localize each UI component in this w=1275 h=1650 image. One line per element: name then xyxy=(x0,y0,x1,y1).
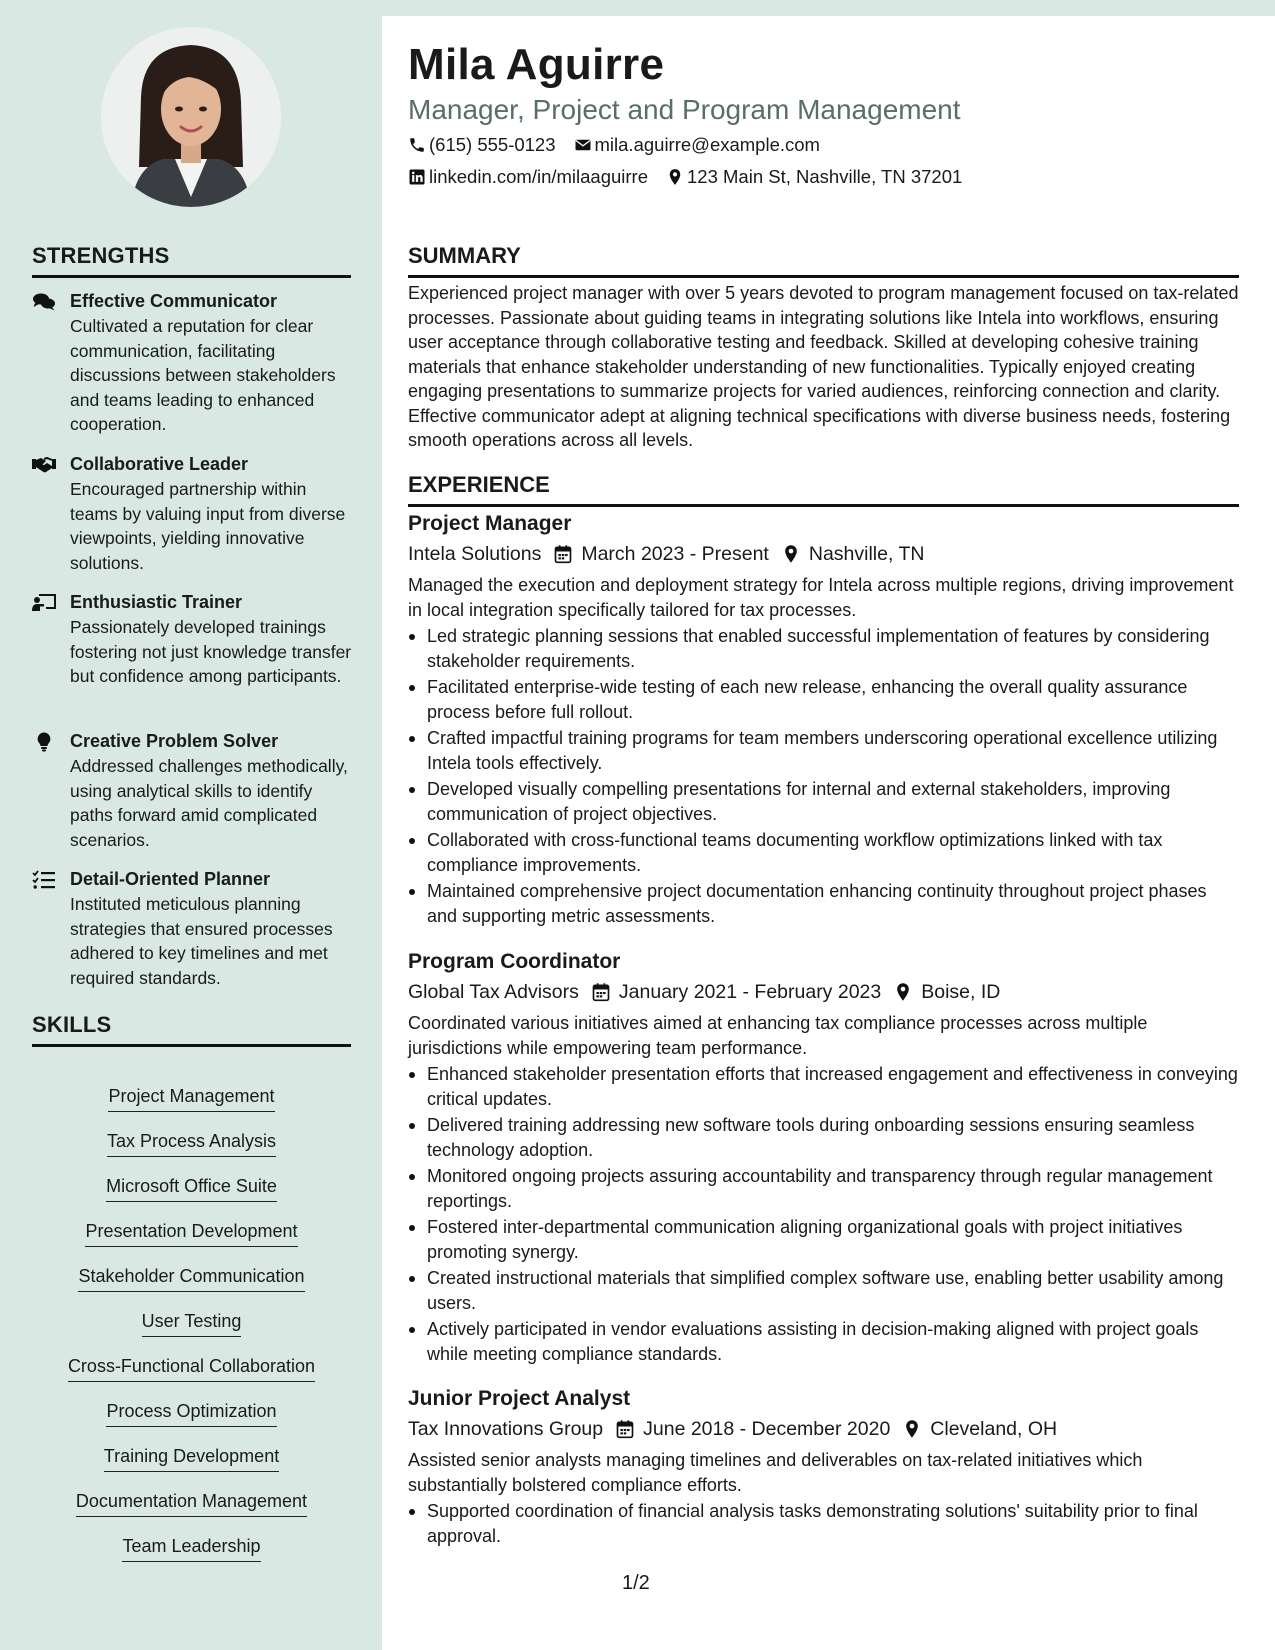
job-bullets xyxy=(408,1062,1239,1366)
experience-heading: EXPERIENCE xyxy=(408,472,1239,507)
candidate-name: Mila Aguirre xyxy=(408,40,665,89)
bullet-item: Monitored ongoing projects assuring accountability and transparency through regular management reportings. xyxy=(408,1164,1239,1213)
strength-title: Enthusiastic Trainer xyxy=(70,592,243,612)
email-link[interactable]: mila.aguirre@example.com xyxy=(594,134,820,155)
job-meta xyxy=(408,541,1239,567)
job-bullets xyxy=(408,1499,1239,1548)
summary-heading: SUMMARY xyxy=(408,243,1239,278)
contact-row-2 xyxy=(408,166,962,188)
job-title: Project Manager xyxy=(408,512,572,535)
handshake-icon xyxy=(32,455,56,475)
bullet-item: Created instructional materials that simplified complex software use, enabling better usability among users. xyxy=(408,1266,1239,1315)
calendar-icon xyxy=(553,544,573,564)
skill-item: Documentation Management xyxy=(32,1488,351,1533)
calendar-icon xyxy=(591,982,611,1002)
calendar-icon xyxy=(615,1419,635,1439)
job-summary: Managed the execution and deployment strategy for Intela across multiple regions, driving improvement in local integration specifically tailored for tax processes. xyxy=(408,575,1234,620)
list-check-icon xyxy=(32,870,56,890)
skill-item: Cross-Functional Collaboration xyxy=(32,1353,351,1398)
strength-title: Effective Communicator xyxy=(70,291,278,311)
bullet-item: Supported coordination of financial analysis tasks demonstrating solutions' suitability prior to final approval. xyxy=(408,1499,1239,1548)
skills-heading: SKILLS xyxy=(32,1012,351,1047)
phone-text: (615) 555-0123 xyxy=(429,134,556,155)
strength-title: Collaborative Leader xyxy=(70,454,249,474)
strength-title: Creative Problem Solver xyxy=(70,731,279,751)
bullet-item: Enhanced stakeholder presentation efforts that increased engagement and effectiveness in conveying critical updates. xyxy=(408,1062,1239,1111)
job-entry xyxy=(408,1385,1239,1550)
skill-item: Tax Process Analysis xyxy=(32,1128,351,1173)
address-text: 123 Main St, Nashville, TN 37201 xyxy=(687,166,963,187)
bullet-item: Collaborated with cross-functional teams documenting workflow optimizations linked with tax compliance improvements. xyxy=(408,828,1239,877)
job-meta xyxy=(408,979,1239,1005)
job-entry xyxy=(408,948,1239,1368)
job-summary: Coordinated various initiatives aimed at enhancing tax compliance processes across multiple jurisdictions while empowering team performance. xyxy=(408,1013,1148,1058)
comments-icon xyxy=(32,292,56,312)
job-meta xyxy=(408,1416,1239,1442)
skill-item: User Testing xyxy=(32,1308,351,1353)
summary-text: Experienced project manager with over 5 years devoted to program management focused on tax-related processes. Passionate about guiding teams in integrating solutions like Intela into workflows, ensuring user acceptance through collaborative testing and feedback. Skilled at developing cohesive training materials that enhance stakeholder understanding of new functionalities. Typically enjoyed creating engaging presentations to summarize projects for varied audiences, reinforcing connection and clarity. Effective communicator adept at aligning technical specifications with diverse business needs, fostering smooth operations across all levels. xyxy=(408,283,1239,450)
candidate-title: Manager, Project and Program Management xyxy=(408,94,961,125)
job-dates: June 2018 - December 2020 xyxy=(643,1418,891,1440)
linkedin-link[interactable]: linkedin.com/in/milaaguirre xyxy=(429,166,649,187)
bullet-item: Facilitated enterprise-wide testing of each new release, enhancing the overall quality assurance process before full rollout. xyxy=(408,675,1239,724)
job-title: Program Coordinator xyxy=(408,950,621,973)
location-pin-icon xyxy=(893,982,913,1002)
job-company: Global Tax Advisors xyxy=(408,981,579,1003)
job-title: Junior Project Analyst xyxy=(408,1387,631,1410)
bullet-item: Crafted impactful training programs for team members underscoring operational excellence utilizing Intela tools effectively. xyxy=(408,726,1239,775)
job-dates: March 2023 - Present xyxy=(581,543,769,565)
top-band xyxy=(0,0,1275,16)
envelope-icon xyxy=(574,136,592,154)
job-company: Tax Innovations Group xyxy=(408,1418,604,1440)
strength-description: Encouraged partnership within teams by valuing input from diverse viewpoints, yielding innovative solutions. xyxy=(70,479,346,573)
bullet-item: Developed visually compelling presentations for internal and external stakeholders, improving communication of project objectives. xyxy=(408,777,1239,826)
skill-item: Process Optimization xyxy=(32,1398,351,1443)
strengths-heading: STRENGTHS xyxy=(32,243,351,278)
bullet-item: Maintained comprehensive project documentation enhancing continuity throughout project phases and supporting metric assessments. xyxy=(408,879,1239,928)
profile-photo xyxy=(101,27,281,207)
job-bullets xyxy=(408,624,1239,928)
strength-description: Cultivated a reputation for clear communication, facilitating discussions between stakeholders and teams leading to enhanced cooperation. xyxy=(70,316,336,434)
skill-item: Project Management xyxy=(32,1083,351,1128)
location-pin-icon xyxy=(902,1419,922,1439)
contact-row-1 xyxy=(408,134,820,156)
strength-description: Passionately developed trainings fostering not just knowledge transfer but confidence among participants. xyxy=(70,617,352,686)
location-pin-icon xyxy=(666,168,684,186)
job-entry xyxy=(408,510,1239,930)
job-location: Cleveland, OH xyxy=(930,1418,1058,1440)
skill-item: Microsoft Office Suite xyxy=(32,1173,351,1218)
job-dates: January 2021 - February 2023 xyxy=(618,981,882,1003)
linkedin-icon xyxy=(408,168,426,186)
phone-icon xyxy=(408,136,426,154)
skills-list xyxy=(32,1083,351,1578)
job-location: Boise, ID xyxy=(921,981,1001,1003)
job-company: Intela Solutions xyxy=(408,543,542,565)
chalkboard-teacher-icon xyxy=(32,593,56,613)
job-location: Nashville, TN xyxy=(808,543,925,565)
strength-description: Addressed challenges methodically, using analytical skills to identify paths forward amid complicated scenarios. xyxy=(70,756,348,850)
strength-title: Detail-Oriented Planner xyxy=(70,869,271,889)
skill-item: Training Development xyxy=(32,1443,351,1488)
bullet-item: Led strategic planning sessions that enabled successful implementation of features by considering stakeholder requirements. xyxy=(408,624,1239,673)
job-summary: Assisted senior analysts managing timelines and deliverables on tax-related initiatives which substantially bolstered compliance efforts. xyxy=(408,1450,1143,1495)
skill-item: Presentation Development xyxy=(32,1218,351,1263)
skill-item: Stakeholder Communication xyxy=(32,1263,351,1308)
strength-description: Instituted meticulous planning strategies that ensured processes adhered to key timelines and met required standards. xyxy=(70,894,333,988)
lightbulb-icon xyxy=(32,732,56,752)
page-number: 1/2 xyxy=(622,1572,650,1594)
location-pin-icon xyxy=(781,544,801,564)
bullet-item: Actively participated in vendor evaluations assisting in decision-making aligned with project goals while meeting compliance standards. xyxy=(408,1317,1239,1366)
skill-item: Team Leadership xyxy=(32,1533,351,1578)
bullet-item: Fostered inter-departmental communication aligning organizational goals with project initiatives promoting synergy. xyxy=(408,1215,1239,1264)
bullet-item: Delivered training addressing new software tools during onboarding sessions ensuring seamless technology adoption. xyxy=(408,1113,1239,1162)
